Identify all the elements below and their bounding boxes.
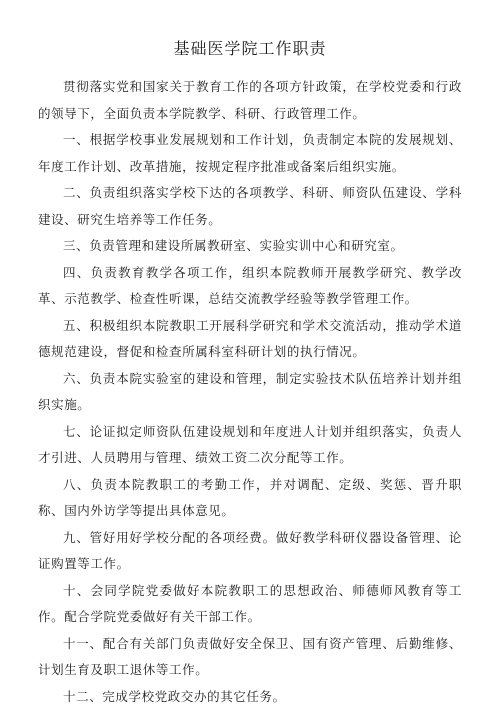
paragraph-item-11: 十一、配合有关部门负责做好安全保卫、国有资产管理、后勤维修、计划生育及职工退休等工作。 [38,631,462,684]
paragraph-item-1: 一、根据学校事业发展规划和工作计划，负责制定本院的发展规划、年度工作计划、改革措施，按规定程序批准或备案后组织实施。 [38,127,462,180]
paragraph-item-9: 九、管好用好学校分配的各项经费。做好教学科研仪器设备管理、论证购置等工作。 [38,525,462,578]
paragraph-item-5: 五、积极组织本院教职工开展科学研究和学术交流活动，推动学术道德规范建设，督促和检查所属科室科研计划的执行情况。 [38,313,462,366]
paragraph-item-3: 三、负责管理和建设所属教研室、实验实训中心和研究室。 [38,233,462,260]
paragraph-intro: 贯彻落实党和国家关于教育工作的各项方针政策，在学校党委和行政的领导下，全面负责本学院教学、科研、行政管理工作。 [38,74,462,127]
page-title: 基础医学院工作职责 [38,38,462,60]
paragraph-item-2: 二、负责组织落实学校下达的各项教学、科研、师资队伍建设、学科建设、研究生培养等工作任务。 [38,180,462,233]
paragraph-item-4: 四、负责教育教学各项工作，组织本院教师开展教学研究、教学改革、示范教学、检查性听课，总结交流教学经验等教学管理工作。 [38,260,462,313]
paragraph-item-7: 七、论证拟定师资队伍建设规划和年度进人计划并组织落实，负责人才引进、人员聘用与管理、绩效工资二次分配等工作。 [38,419,462,472]
paragraph-item-8: 八、负责本院教职工的考勤工作，并对调配、定级、奖惩、晋升职称、国内外访学等提出具体意见。 [38,472,462,525]
paragraph-item-6: 六、负责本院实验室的建设和管理，制定实验技术队伍培养计划并组织实施。 [38,366,462,419]
paragraph-item-12: 十二、完成学校党政交办的其它任务。 [38,684,462,710]
paragraph-item-10: 十、会同学院党委做好本院教职工的思想政治、师德师风教育等工作。配合学院党委做好有关干部工作。 [38,578,462,631]
